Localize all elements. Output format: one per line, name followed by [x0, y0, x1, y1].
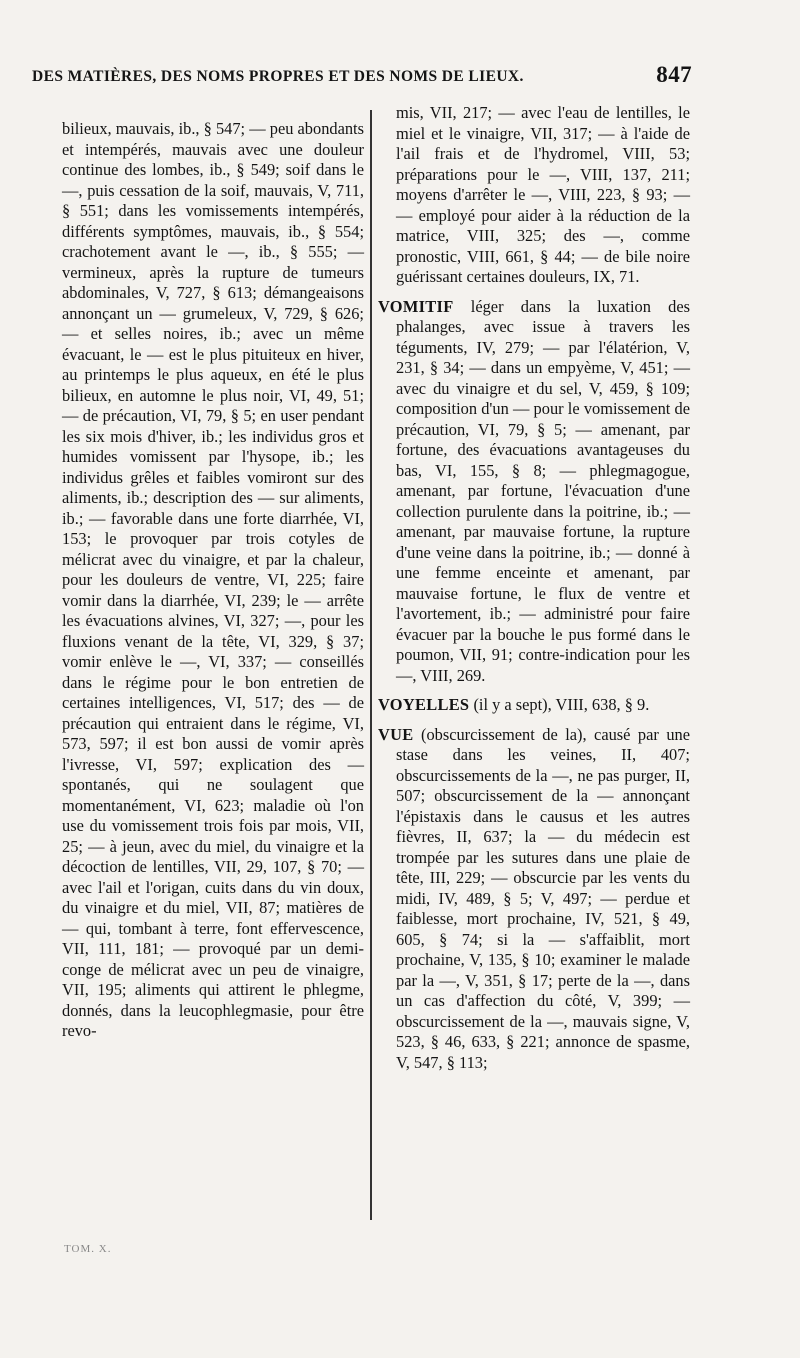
page-number: 847: [656, 62, 692, 87]
left-column-text: bilieux, mauvais, ib., § 547; — peu abondants et intempérés, mauvais avec une douleur continue des lombes, ib., § 549; soif dans le —, puis cessation de la soif, mauvais, V, 711, § 551; dans les vomissements intempérés, différents symptômes, mauvais, ib., § 554; crachotement avant le —, ib., § 555; — vermineux, après la rupture de tumeurs abdominales, V, 727, § 613; démangeaisons annonçant un — grumeleux, V, 729, § 626; — et selles noires, ib.; avec un même évacuant, le — est le plus pituiteux en hiver, au printemps le plus aqueux, en été le plus bilieux, en automne le plus noir, VI, 49, 51; — de précaution, VI, 79, § 5; en user pendant les six mois d'hiver, ib.; les individus gros et humides vomissent par l'hysope, ib.; les individus grêles et faibles vomiront sur des aliments, ib.; description des — sur aliments, ib.; — favorable dans une forte diarrhée, VI, 153; le provoquer par trois cotyles de mélicrat avec du vinaigre, et par la chaleur, pour les douleurs de ventre, VI, 225; faire vomir dans la diarrhée, VI, 239; le — arrête les évacuations alvines, VI, 327; —, pour les fluxions venant de la tête, VI, 329, § 37; vomir enlève le —, VI, 337; — conseillés dans le régime pour le bon entretien de certaines intelligences, VI, 517; des — de précaution qui entraient dans le régime, VI, 573, 597; il est bon aussi de vomir après l'ivresse, VI, 597; explication des — spontanés, qui ne soulagent que momentanément, VI, 623; maladie où l'on use du vomissement trois fois par mois, VII, 25; — à jeun, avec du miel, du vinaigre et la décoction de lentilles, VII, 29, 107, § 70; — avec l'ail et l'origan, cuits dans du vin doux, du vinaigre et du miel, VII, 87; matières de — qui, tombant à terre, font effervescence, VII, 111, 181; — provoqué par un demi-conge de mélicrat avec un peu de vinaigre, VII, 195; aliments qui attirent le phlegme, donnés, dans la leucophlegmasie, pour être revo-: [62, 119, 364, 1041]
signature-mark: TOM. X.: [64, 1243, 112, 1255]
index-entry-vomitif: [378, 297, 690, 687]
entry-headword: VOYELLES: [378, 695, 470, 714]
column-divider: [370, 110, 372, 1220]
index-entry-voyelles: [378, 695, 690, 716]
entry-headword: VUE: [378, 724, 414, 744]
entry-text: léger dans la luxation des phalanges, avec issue à travers les téguments, IV, 279; — par l'élatérion, V, 231, § 34; — dans un empyème, V, 451; — avec du vinaigre et du sel, V, 459, § 109; composition d'un — pour le vomissement de précaution, VI, 79, § 5; — amenant, par fortune, des évacuations avantageuses du bas, VI, 155, § 8; — phlegmagogue, amenant, par fortune, l'évacuation d'une collection purulente dans la poitrine, ib.; — amenant, par mauvaise fortune, la rupture d'une veine dans la poitrine, ib.; — donné à une femme enceinte et amenant, par mauvaise fortune, le flux de ventre et l'avortement, ib.; — administré pour faire évacuer par la bouche le pus formé dans le poumon, VII, 91; contre-indication pour les —, VIII, 269.: [396, 296, 690, 685]
entry-headword: VOMITIF: [378, 296, 454, 316]
index-entry-vue: [378, 725, 690, 1074]
entry-text: (obscurcissement de la), causé par une stase dans les veines, II, 407; obscurcissements de la —, ne pas purger, II, 507; obscurcissement de la — annonçant l'épistaxis dans le causus et les autres fièvres, II, 637; la — du médecin est trompée par les sutures dans une plaie de tête, III, 229; — obscurcie par les vents du midi, IV, 489, § 5; V, 497; — perdue et faiblesse, mort prochaine, IV, 521, § 49, 605, § 74; si la — s'affaiblit, mort prochaine, V, 135, § 10; examiner le malade par la —, V, 351, § 17; perte de la —, dans un cas d'affection du côté, V, 399; — obscurcissement de la —, mauvais signe, V, 523, § 46, 633, § 221; annonce de spasme, V, 547, § 113;: [396, 724, 690, 1072]
running-head: [32, 62, 692, 92]
right-column: [378, 103, 690, 1082]
running-head-title: DES MATIÈRES, DES NOMS PROPRES ET DES NOMS DE LIEUX.: [32, 68, 524, 85]
entry-text: (il y a sept), VIII, 638, § 9.: [469, 695, 650, 714]
continuation-text: mis, VII, 217; — avec l'eau de lentilles, le miel et le vinaigre, VII, 317; — à l'aide de l'ail frais et de l'hydromel, VIII, 53; préparations pour le —, VIII, 137, 211; moyens d'arrêter le —, VIII, 223, § 93; — — employé pour aider à la réduction de la matrice, VIII, 325; des —, comme pronostic, VIII, 661, § 44; — de bile noire guérissant certaines douleurs, IX, 71.: [396, 103, 690, 286]
left-column: [62, 103, 364, 1058]
